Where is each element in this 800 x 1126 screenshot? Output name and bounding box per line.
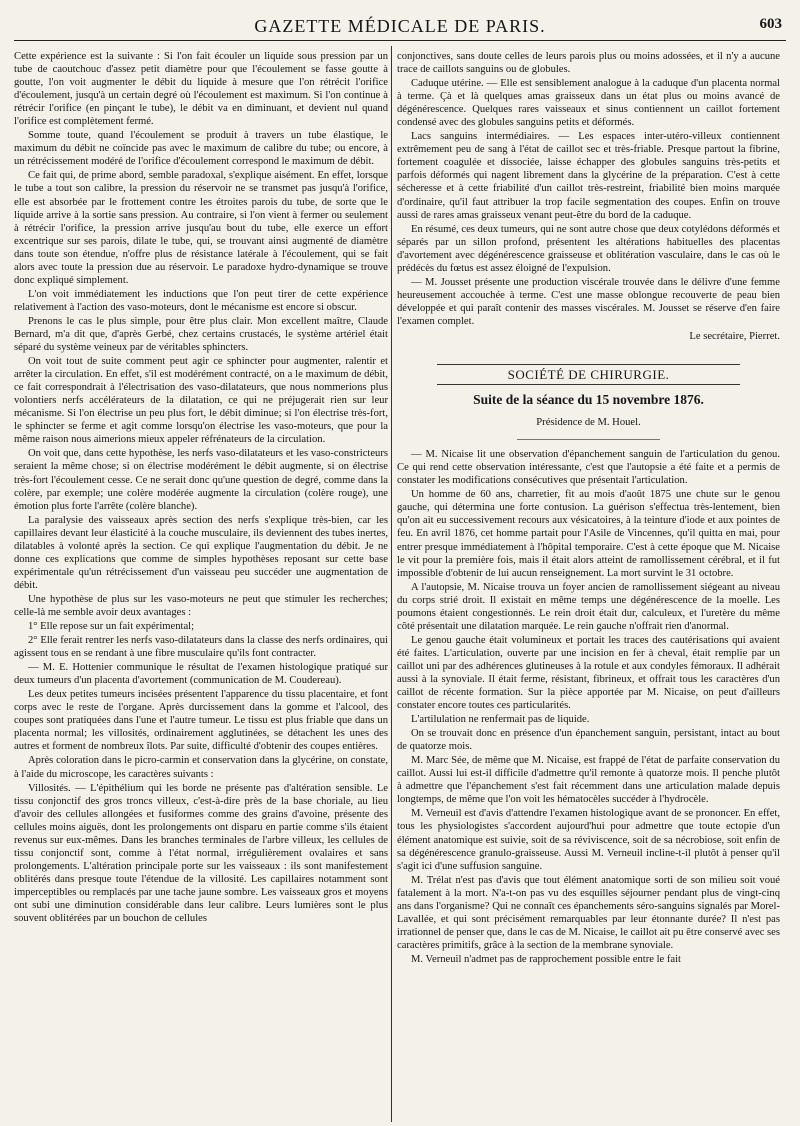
paragraph: On voit tout de suite comment peut agir ce sphincter pour augmenter, ralentir et arrêter la circulation. En effet, s'il est modérément contracté, on a le maximum de débit, ce fait correspondrait à l'électrisation des vaso-dilatateurs, que nous nommerions plus volontiers nerfs accélérateurs de la dilatation, ce qui ne préjugerait rien sur leur mécanisme. Si l'on électrise un peu plus fort, le débit diminue; si l'on électrise très-fort, le sphincter se ferme et agit comme lorsqu'on électrise les vaso-moteurs, que pour la même raison nous aimerions mieux appeler réfrénateurs de la circulation. xyxy=(14,356,388,446)
paragraph: La paralysie des vaisseaux après section des nerfs s'explique très-bien, car les capillaires devant leur élasticité à la couche musculaire, ils deviennent des tubes inertes, dilatables à volonté après la section. Ce qui explique l'augmentation du débit. Je ne donne ces explications que comme de simples hypothèses reposant sur cette base expérimentale qu'un rétrécissement d'un vaisseau peu succéder une augmentation de débit. xyxy=(14,514,388,591)
paragraph: Somme toute, quand l'écoulement se produit à travers un tube élastique, le maximum du débit ne coïncide pas avec le maximum de calibre du tube; ou encore, à un rétrécissement modéré de l'orifice d'écoulement correspond le maximum de débit. xyxy=(14,130,388,168)
paragraph: Après coloration dans le picro-carmin et conservation dans la glycérine, on constate, à l'aide du microscope, les caractères suivants : xyxy=(14,755,388,780)
paragraph: conjonctives, sans doute celles de leurs parois plus ou moins adossées, et il n'y a aucune trace de caillots sanguins ou de globules. xyxy=(397,51,780,76)
page-number: 603 xyxy=(759,16,782,32)
left-column xyxy=(14,50,388,1120)
paragraph: M. Verneuil n'admet pas de rapprochement possible entre le fait xyxy=(411,953,682,965)
secretary-signature: Le secrétaire, Pierret. xyxy=(689,330,780,342)
right-column xyxy=(397,50,780,1120)
paragraph: — M. Jousset présente une production viscérale trouvée dans le délivre d'une femme heureusement accouchée à terme. C'est une masse oblongue recouverte de peau bien développée et qui paraît contenir des masses viscérales. M. Jousset se réserve d'en faire l'examen complet. xyxy=(397,276,780,327)
paragraph: M. Verneuil est d'avis d'attendre l'examen histologique avant de se prononcer. En effet, tous les physiologistes s'accordent aujourd'hui pour admettre que toute ectopie d'un élément anatomique est suivie, soit de sa réviviscence, soit de sa nécrobiose, soit enfin de sa dégénérescence granulo-graisseuse. Aussi M. Verneuil incline-t-il plutôt à penser qu'il s'agit ici d'une suffusion sanguine. xyxy=(397,808,780,872)
paragraph: Lacs sanguins intermédiaires. — Les espaces inter-utéro-villeux contiennent extrêmement peu de sang à l'état de caillot sec et très-friable. Presque partout la fibrine, fortement coagulée et dissociée, laisse échapper des globules sanguins très-petits et parfois déformés qui nagent librement dans la glycérine de la préparation. C'est à cette sécheresse et à cette friabilité d'un caillot très-restreint, friabilité bien moins marquée d'ordinaire, qu'il faut attribuer la trop facile segmentation des coupes. Enfin on trouve aussi de rares amas graisseux venant peut-être du bord de la caduque. xyxy=(397,131,780,221)
paragraph: L'on voit immédiatement les inductions que l'on peut tirer de cette expérience relativement à l'action des vaso-moteurs, dont le mécanisme est encore si obscur. xyxy=(14,288,388,313)
paragraph: Les deux petites tumeurs incisées présentent l'apparence du tissu placentaire, et font corps avec le reste de l'organe. Après durcissement dans la gomme et l'alcool, des coupes sont pratiquées dans l'une et l'autre tumeur. Le tissu est plus friable que dans un placenta normal; les villosités, ordinairement agglutinées, se détachent les unes des autres et forment de nombreux îlots. Par suite, difficulté d'obtenir des coupes entières. xyxy=(14,689,388,753)
journal-title: GAZETTE MÉDICALE DE PARIS. xyxy=(254,16,546,36)
society-title: SOCIÉTÉ DE CHIRURGIE. xyxy=(437,364,740,385)
paragraph: Ce fait qui, de prime abord, semble paradoxal, s'explique aisément. En effet, lorsque le tube a tout son calibre, la pression du réservoir ne se transmet pas jusqu'à l'orifice, elle est absorbée par le frottement contre les étroites parois du tube, de sorte que le liquide arrive à la sortie sans pression. Au contraire, si l'on vient à fermer ou seulement à rétrécir l'orifice, la pression arrive jusqu'au bout du tube, elle exerce un effort excentrique sur ses parois, dilate le tube, qui, se trouvant ainsi augmenté de diamètre dans toute son étendue, n'offre plus de résistance latérale à l'écoulement, qui se fait alors avec toute la pression due au réservoir. Le paradoxe hydro-dynamique se trouve donc expliqué simplement. xyxy=(14,170,388,286)
column-divider xyxy=(391,46,392,1122)
paragraph: — M. Nicaise lit une observation d'épanchement sanguin de l'articulation du genou. Ce qui rend cette observation intéressante, c'est que l'autopsie a été faite et a permis de constater les modifications consécutives que présentait l'articulation. xyxy=(397,449,780,487)
paragraph: Caduque utérine. — Elle est sensiblement analogue à la caduque d'un placenta normal à terme. Çà et là quelques amas graisseux dans un état plus ou moins avancé de dégénérescence. Quelques rares vaisseaux et sinus contiennent un caillot fortement condensé avec des globules sanguins petits et déformés. xyxy=(397,78,780,129)
paragraph: M. Trélat n'est pas d'avis que tout élément anatomique sorti de son milieu soit voué fatalement à la mort. N'a-t-on pas vu des esquilles séjourner pendant plus de vingt-cinq ans dans l'organisme? Qui ne connaît ces épanchements séro-sanguins signalés par Morel-Lavallée, et qui sont précisément remarquables par leur étonnante durée? Il n'est pas irrationnel de penser que, dans le cas de M. Nicaise, le caillot ait pu être conservé avec ses caractères primitifs, grâce à la section de la membrane synoviale. xyxy=(397,874,780,951)
divider-line xyxy=(517,439,660,440)
paragraph: Une hypothèse de plus sur les vaso-moteurs ne peut que stimuler les recherches; celle-là me semble avoir deux avantages : xyxy=(14,593,388,618)
paragraph: Un homme de 60 ans, charretier, fit au mois d'août 1875 une chute sur le genou gauche, qui détermina une forte contusion. La guérison s'effectua très-lentement, bien qu'on ait eu successivement recours aux vésicatoires, à la teinture d'iode et aux pointes de feu. En avril 1876, cet homme partait pour l'Asile de Vincennes, qu'il quitta en mai, pour entrer presque immédiatement à l'hôpital temporaire. C'est à cette époque que M. Nicaise le vit pour la première fois, mais il était alors atteint de ramollissement cérébral, et il fut impossible d'obtenir de lui aucun renseignement. La mort survint le 31 octobre. xyxy=(397,489,780,579)
paragraph: On se trouvait donc en présence d'un épanchement sanguin, persistant, intact au bout de quatorze mois. xyxy=(397,728,780,753)
paragraph: Prenons le cas le plus simple, pour être plus clair. Mon excellent maître, Claude Bernard, m'a dit que, d'après Gerbé, chez certains crustacés, le système artériel était séparé du système veineux par de véritables sphincters. xyxy=(14,315,388,354)
paragraph: — M. E. Hottenier communique le résultat de l'examen histologique pratiqué sur deux tumeurs d'un placenta d'avortement (communication de M. Coudereau). xyxy=(14,662,388,687)
paragraph: A l'autopsie, M. Nicaise trouva un foyer ancien de ramollissement siégeant au niveau du corps strié droit. Il existait en même temps une dégénérescence de la moelle. Les poumons étaient congestionnés. Le rein droit était dur, calculeux, et l'uretère du même côté présentait une dilatation marquée. Le rein gauche n'offrait rien d'anormal. xyxy=(397,581,780,632)
paragraph: 1° Elle repose sur un fait expérimental; xyxy=(28,621,195,633)
paragraph: On voit que, dans cette hypothèse, les nerfs vaso-dilatateurs et les vaso-constricteurs seraient la même chose; si on électrise modérément le débit augmente, si on électrise très-fort l'écoulement cesse. Ce ne serait donc qu'une question de degré, comme dans la colère, par exemple; une colère modérée augmente la circulation (colère rouge), une émotion plus forte l'arrête (colère blanche). xyxy=(14,448,388,512)
paragraph: En résumé, ces deux tumeurs, qui ne sont autre chose que deux cotylédons déformés et séparés par un sillon profond, présentent les altérations habituelles des placentas d'avortement avec dégénérescence graisseuse et oblitération vasculaire, dans le cas où le prédécès du fœtus est assez éloigné de l'expulsion. xyxy=(397,223,780,274)
paragraph: L'artilulation ne renfermait pas de liquide. xyxy=(411,714,590,726)
paragraph: M. Marc Sée, de même que M. Nicaise, est frappé de l'état de parfaite conservation du caillot. Aussi lui est-il difficile d'admettre qu'il remonte à quatorze mois. Il penche plutôt à admettre que l'épanchement s'est fait récemment dans une articulation malade depuis longtemps, de même que l'on voit les hématocèles succéder à l'hydrocèle. xyxy=(397,755,780,806)
paragraph: Villosités. — L'épithélium qui les borde ne présente pas d'altération sensible. Le tissu conjonctif des gros troncs villeux, c'est-à-dire près de la base choriale, au lieu d'avoir des cellules allongées et fusiformes comme des grains d'avoine, présente des cellules moins aiguës, dont les prolongements ont disparu en partie comme s'ils étaient revenus sur eux-mêmes. Dans les branches terminales de l'arbre villeux, les cellules de tissu conjonctif sont, comme à l'état normal, irrégulièrement ovalaires et sans prolongements. L'altération principale porte sur les vaisseaux : ils sont manifestement oblitérés dans presque toute l'étendue de la villosité. Les capillaires notamment sont imperceptibles ou remplacés par une tache jaune sombre. Les vaisseaux gros et moyens ont subi une diminution considérable dans leur calibre. Leurs lumières sont le plus souvent oblitérées par un bouchon de cellules xyxy=(14,782,388,925)
presidence-line: Présidence de M. Houel. xyxy=(536,417,641,429)
paragraph: Cette expérience est la suivante : Si l'on fait écouler un liquide sous pression par un tube de caoutchouc d'assez petit diamètre pour que l'écoulement se fasse goutte à goutte, l'on voit augmenter le débit du liquide à mesure que l'on rétrécit l'orifice d'écoulement, jusqu'à un certain degré où l'écoulement est maximum. Si l'on continue à rétrécir l'orifice (en pinçant le tube), le débit va en diminuant, et devient nul quand l'orifice est complètement fermé. xyxy=(14,51,388,128)
paragraph: 2° Elle ferait rentrer les nerfs vaso-dilatateurs dans la classe des nerfs ordinaires, qui agissent tous en se rendant à une fibre musculaire qu'ils font contracter. xyxy=(14,635,388,660)
paragraph: Le genou gauche était volumineux et portait les traces des cautérisations qui avaient été faites. L'articulation, ouverte par une incision en fer à cheval, était remplie par un caillot uni par des adhérences glutineuses à la rotule et aux condyles fémoraux. Il adhérait aussi à la synoviale. Il était ferme, résistant, fibrineux, et offrait tous les caractères d'un caillot de récente formation. Sur la pièce apportée par M. Nicaise, on peut d'ailleurs constater encore toutes ces particularités. xyxy=(397,634,780,712)
spacer xyxy=(397,344,780,358)
session-heading: Suite de la séance du 15 novembre 1876. xyxy=(473,392,704,408)
page-header xyxy=(14,14,786,41)
